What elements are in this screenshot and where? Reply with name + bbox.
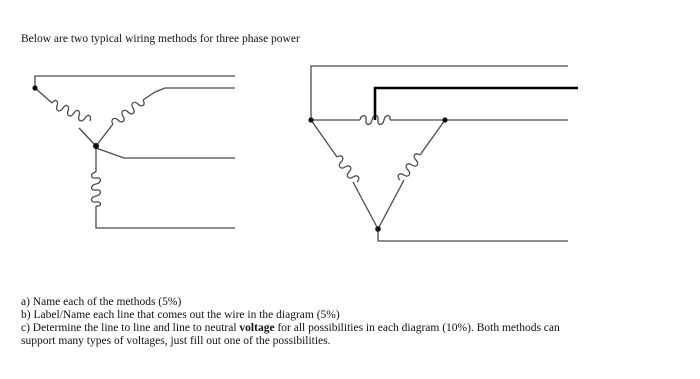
wye-diagram	[35, 76, 235, 228]
question-c-line2: support many types of voltages, just fill out one of the possibilities.	[21, 335, 331, 347]
question-a: a) Name each of the methods (5%)	[21, 296, 182, 308]
wye-line-2	[155, 88, 235, 92]
question-c-before: c) Determine the line to line and line to neutral	[21, 322, 240, 334]
delta-left-side-b	[353, 182, 378, 229]
delta-right-side-a	[420, 120, 445, 155]
delta-left-side-a	[311, 120, 337, 157]
question-c	[21, 322, 681, 335]
question-c-bold: voltage	[239, 322, 275, 334]
question-c-after: for all possibilities in each diagram (10%). Both methods can	[274, 322, 560, 334]
delta-right-side-b	[378, 180, 404, 229]
wye-right-arm-a	[143, 92, 155, 100]
wye-neutral-line	[96, 148, 235, 158]
delta-line-1	[311, 66, 568, 120]
wye-bottom-coil	[92, 172, 101, 206]
delta-line-3	[378, 229, 568, 241]
wye-line-3	[96, 210, 235, 228]
delta-corner-dot-right	[442, 117, 447, 122]
delta-left-coil	[337, 156, 359, 182]
delta-diagram	[311, 66, 568, 241]
wye-right-coil	[112, 100, 144, 124]
questions	[21, 296, 681, 348]
wye-left-arm-b	[79, 128, 96, 146]
question-b: b) Label/Name each line that comes out the wire in the diagram (5%)	[21, 309, 340, 321]
delta-corner-dot-bottom	[375, 226, 381, 232]
delta-corner-dot-left	[308, 117, 313, 122]
wye-right-arm-b	[96, 124, 113, 146]
delta-center-tap-line	[375, 88, 578, 120]
wye-line-1	[35, 76, 235, 88]
wye-neutral-dot	[93, 143, 99, 149]
intro-text: Below are two typical wiring methods for three phase power	[21, 33, 300, 45]
wye-left-coil	[52, 100, 91, 121]
wye-terminal-dot-top-left	[32, 85, 37, 90]
delta-right-coil	[398, 154, 420, 180]
wye-left-arm-a	[35, 88, 52, 103]
